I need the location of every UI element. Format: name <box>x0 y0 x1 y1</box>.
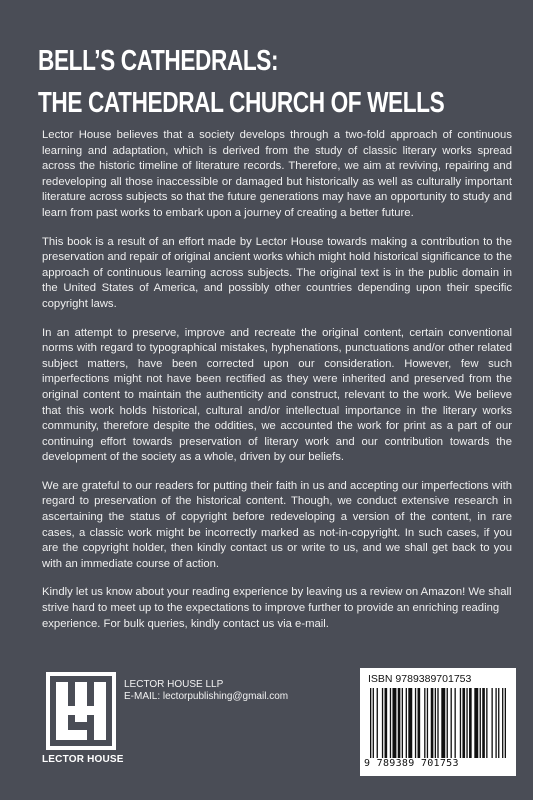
logo-text: LECTOR HOUSE <box>42 754 124 765</box>
publisher-email: E-MAIL: lectorpublishing@gmail.com <box>124 691 289 702</box>
paragraph-1: Lector House believes that a society develops through a two-fold approach of continuous learning and adaptation, which is derived from the study of classic literary works spread across the historic timeline of literature records. Therefore, we aim at reviving, repairing and redeveloping all those inaccessible or damaged but historically as well as culturally important literature across subjects so that the future generations may have an opportunity to study and learn from past works to embark upon a journey of creating a better future. <box>42 129 512 219</box>
title-line-2: THE CATHEDRAL CHURCH OF WELLS <box>38 87 445 119</box>
barcode-panel <box>360 668 516 776</box>
title-line-1: BELL’S CATHEDRALS: <box>38 45 279 77</box>
paragraph-4: We are grateful to our readers for putting their faith in us and accepting our imperfections with regard to preservation of the historical content. Though, we conduct extensive research in ascertaining the status of copyright before redeveloping a version of the content, in rare cases, a classic work might be incorrectly marked as not-in-copyright. In such cases, if you are the copyright holder, then kindly contact us or write to us, and we shall get back to you with an immediate course of action. <box>42 479 512 570</box>
publisher-name: LECTOR HOUSE LLP <box>124 679 224 690</box>
paragraph-2: This book is a result of an effort made by Lector House towards making a contribution to the preservation and repair of original ancient works which might hold historical significance to the approach of continuous learning across subjects. The original text is in the public domain in the United States of America, and possibly other countries depending upon their specific copyright laws. <box>42 235 512 310</box>
barcode-digits: 9 789389 701753 <box>364 758 459 769</box>
back-cover-text <box>42 128 512 632</box>
paragraph-3: In an attempt to preserve, improve and recreate the original content, certain conventional norms with regard to typographical mistakes, hyphenations, punctuations and/or other related subject matters, have been corrected upon our consideration. However, few such imperfections might not have been rectified as they were inherited and preserved from the original content to maintain the authenticity and construct, relevant to the work. We believe that this work holds historical, cultural and/or intellectual importance in the literary works community, therefore despite the oddities, we accounted the work for print as a part of our continuing effort towards preservation of literary work and our contribution towards the development of the society as a whole, driven by our beliefs. <box>42 326 512 464</box>
book-title <box>38 40 445 124</box>
lector-house-logo-icon <box>46 672 116 750</box>
publisher-info <box>124 679 288 703</box>
paragraph-5: Kindly let us know about your reading experience by leaving us a review on Amazon! We shall strive hard to meet up to the expectations to improve further to provide an enriching reading experience. For bulk queries, kindly contact us via e-mail. <box>42 586 512 630</box>
isbn-label: ISBN 9789389701753 <box>368 673 472 685</box>
publisher-logo <box>42 670 122 780</box>
barcode-bars <box>368 688 508 758</box>
